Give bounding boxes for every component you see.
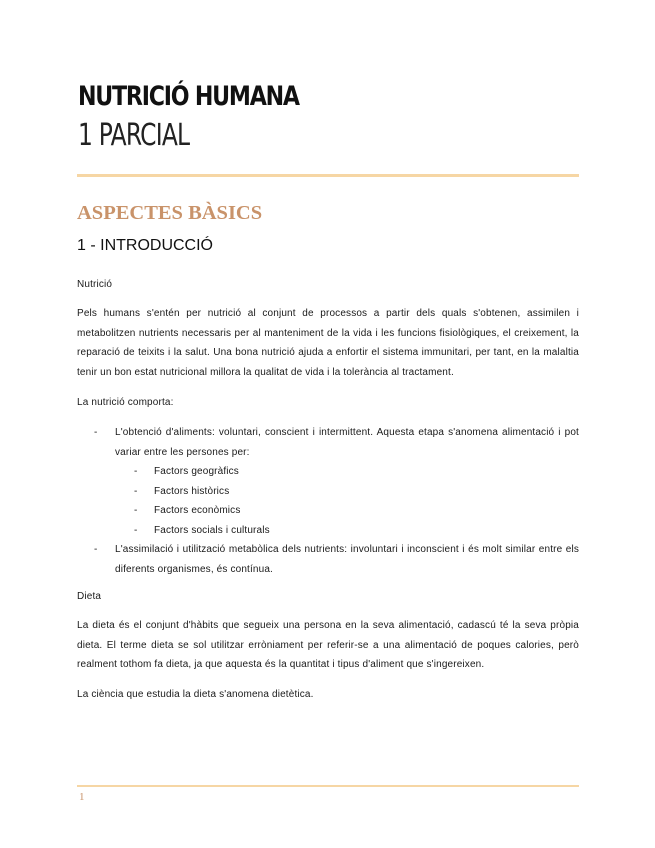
subsection-heading: 1 - INTRODUCCIÓ xyxy=(77,237,213,254)
nutrition-list xyxy=(77,423,579,579)
document-title: NUTRICIÓ HUMANA xyxy=(78,81,299,112)
list-item xyxy=(77,423,579,540)
footer-divider xyxy=(77,785,579,787)
factor-item: - Factors històrics xyxy=(115,482,579,502)
label-comporta: La nutrició comporta: xyxy=(77,397,174,408)
paragraph-dieta: La dieta és el conjunt d'hàbits que segueix una persona en la seva alimentació, cadascú té la seva pròpia dieta. El terme dieta se sol utilitzar erròniament per referir-se a una alimentació de poques calories, però realment tothom fa dieta, ja que aquesta és la quantitat i tipus d'aliment que s'ingereixen. xyxy=(77,620,579,670)
list-item xyxy=(77,540,579,579)
label-nutricio: Nutrició xyxy=(77,279,113,290)
top-divider xyxy=(77,174,579,177)
factor-item: - Factors socials i culturals xyxy=(115,521,579,541)
factor-item: - Factors econòmics xyxy=(115,501,579,521)
page-number: 1 xyxy=(79,791,85,803)
section-heading: ASPECTES BÀSICS xyxy=(77,202,263,224)
factors-list xyxy=(115,462,579,540)
list-item-text: - L'obtenció d'aliments: voluntari, conscient i intermittent. Aquesta etapa s'anomena alimentació i pot variar entre les persones per: xyxy=(115,427,579,458)
document-subtitle: 1 PARCIAL xyxy=(78,118,190,153)
paragraph-nutricio: Pels humans s'entén per nutrició al conjunt de processos a partir dels quals s'obtenen, assimilen i metabolitzen nutrients necessaris per al manteniment de la vida i les funcions fisiològiques, el creixement, la reparació de teixits i la salut. Una bona nutrició ajuda a enfortir el sistema immunitari, per tant, en la malaltia tenir un bon estat nutricional millora la qualitat de vida i la tolerància al tractament. xyxy=(77,308,579,378)
factor-item: - Factors geogràfics xyxy=(115,462,579,482)
list-item-text: - L'assimilació i utilització metabòlica dels nutrients: involuntari i inconscient i és molt similar entre els diferents organismes, és contínua. xyxy=(115,544,579,575)
label-dieta: Dieta xyxy=(77,591,102,602)
paragraph-dietetica: La ciència que estudia la dieta s'anomena dietètica. xyxy=(77,689,314,700)
